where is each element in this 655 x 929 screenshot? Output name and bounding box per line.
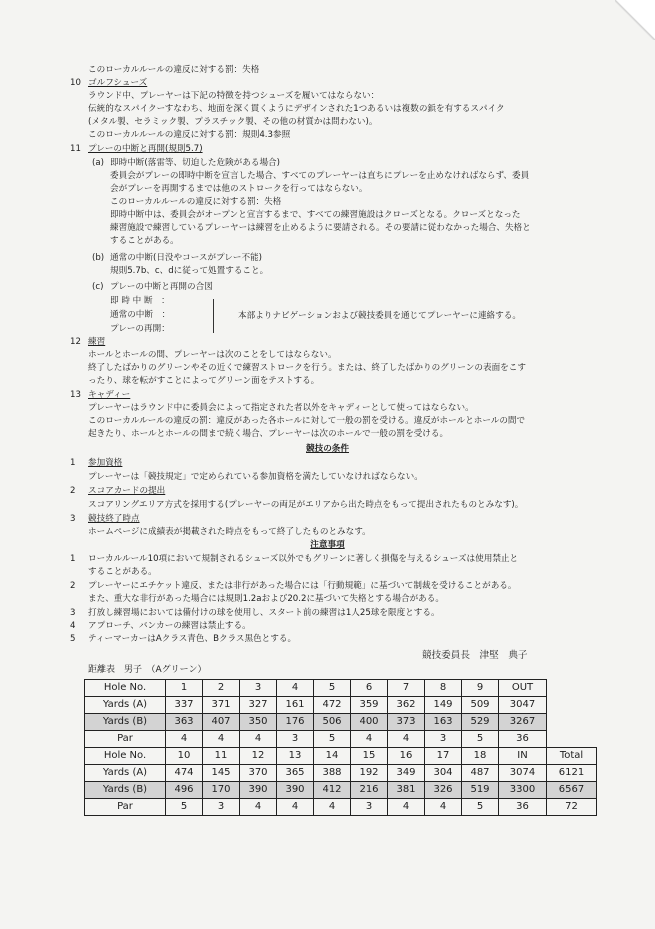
table-cell: 13 [277,748,314,765]
table-cell: 472 [314,697,351,714]
table-cell: 3074 [499,765,547,782]
table-cell: 4 [388,799,425,816]
table-cell: 17 [425,748,462,765]
table-cell: OUT [499,680,547,697]
table-cell: 7 [388,680,425,697]
note-text: プレーヤーにエチケット違反、または非行があった場合には「行動規範」に基づいて制裁を受けることがある。 [88,581,517,591]
body-text: 起きたり、ホールとホールの間まで続く場合、プレーヤーは次のホールで一般の罰を受ける。 [88,429,449,439]
sub-label: (c) [92,282,104,292]
table-cell: 327 [240,697,277,714]
note-number: 5 [70,634,76,644]
table-cell: 163 [425,714,462,731]
table-cell: 362 [388,697,425,714]
table-cell: 6567 [547,782,597,799]
table-cell: 4 [314,799,351,816]
table-cell: 4 [351,731,388,748]
table-cell: 5 [166,799,203,816]
section-number: 1 [70,458,76,468]
signal-note: 本部よりナビゲーションおよび競技委員を通じてプレーヤーに連絡する。 [238,311,521,321]
body-text: プレーヤーはラウンド中に委員会によって指定された者以外をキャディーとして使ってはならない。 [88,403,474,413]
sub-title: プレーの中断と再開の合図 [110,282,213,292]
row-header-cell: Par [85,731,166,748]
body-text: 終了したばかりのグリーンやその近くで練習ストロークを行う。または、終了したばかりのグリーンの表面をこす [88,363,526,373]
table-cell: 390 [240,782,277,799]
table-cell: 176 [277,714,314,731]
table-cell: 337 [166,697,203,714]
page-corner-fold [615,0,655,40]
table-cell: 474 [166,765,203,782]
body-text: することがある。 [110,236,179,246]
table-cell: 4 [277,680,314,697]
sub-title: 通常の中断(日没やコースがプレー不能) [110,253,263,263]
table-cell: 407 [203,714,240,731]
section-title: プレーの中断と再開(規則5.7) [88,144,203,154]
sub-title: 即時中断(落雷等、切迫した危険がある場合) [110,158,280,168]
section-title: スコアカードの提出 [88,486,166,496]
row-header-cell: Yards (A) [85,765,166,782]
table-cell: 412 [314,782,351,799]
table-cell: 509 [462,697,499,714]
table-cell: 14 [314,748,351,765]
penalty-note: このローカルルールの違反に対する罰：失格 [88,65,260,75]
note-number: 4 [70,621,76,631]
body-text: ラウンド中、プレーヤーは下記の特徴を持つシューズを履いてはならない： [88,91,380,101]
table-row [85,748,597,765]
penalty-note: このローカルルールの違反に対する罰：規則4.3参照 [88,130,291,140]
table-cell: 10 [166,748,203,765]
table-cell: 4 [166,731,203,748]
section-title: キャディー [88,390,131,400]
table-cell: Total [547,748,597,765]
table-cell: 15 [351,748,388,765]
body-text: ホームページに成績表が掲載された時点をもって終了したものとみなす。 [88,527,371,537]
row-header-cell: Par [85,799,166,816]
table-cell: 359 [351,697,388,714]
body-text: (メタル製、セラミック製、プラスチック製、その他の材質かは問わない)。 [88,117,378,127]
table-cell: 381 [388,782,425,799]
table-cell: 350 [240,714,277,731]
table-cell: 170 [203,782,240,799]
table-cell: 371 [203,697,240,714]
table-row [85,799,597,816]
table-cell: 5 [462,799,499,816]
table-row [85,680,547,697]
signal-item: 即 時 中 断 ： [110,296,170,306]
table-cell: 6121 [547,765,597,782]
body-text: 委員会がプレーの即時中断を宣言した場合、すべてのプレーヤーは直ちにプレーを止めなければならず、委員 [110,171,530,181]
body-text: ったり、球を転がすことによってグリーン面をテストする。 [88,376,320,386]
table-cell: 373 [388,714,425,731]
note-text: 打放し練習場においては備付けの球を使用し、スタート前の練習は1人25球を限度とする。 [88,608,440,618]
table-row [85,731,547,748]
table-cell: 8 [425,680,462,697]
table-cell: 388 [314,765,351,782]
table-cell: 11 [203,748,240,765]
table-row [85,765,597,782]
body-text: プレーヤーは「競技規定」で定められている参加資格を満たしていなければならない。 [88,472,423,482]
table-cell: 5 [462,731,499,748]
table-cell: 4 [277,799,314,816]
table-cell: 4 [203,731,240,748]
table-cell: 363 [166,714,203,731]
table-cell: 145 [203,765,240,782]
table-cell: 5 [314,680,351,697]
body-text: ホールとホールの間、プレーヤーは次のことをしてはならない。 [88,350,337,360]
table-cell: 506 [314,714,351,731]
table-row [85,697,547,714]
table-cell: 36 [499,799,547,816]
table-cell: 400 [351,714,388,731]
section-title: 競技終了時点 [88,514,140,524]
table-cell: 3 [240,680,277,697]
note-text: ティーマーカーはAクラス青色、Bクラス黒色とする。 [88,634,297,644]
section-number: 10 [70,78,81,88]
table-cell: 18 [462,748,499,765]
table-cell: 216 [351,782,388,799]
table-cell: 192 [351,765,388,782]
signal-brace [207,299,214,333]
table-cell: 3 [351,799,388,816]
table-cell: 12 [240,748,277,765]
note-number: 2 [70,581,76,591]
note-number: 3 [70,608,76,618]
section-number: 11 [70,144,81,154]
row-header-cell: Yards (B) [85,782,166,799]
note-number: 1 [70,554,76,564]
distance-table-out [84,679,547,748]
table-cell: 4 [425,799,462,816]
table-cell: 529 [462,714,499,731]
table-cell: 487 [462,765,499,782]
table-cell: 161 [277,697,314,714]
table-cell: 5 [314,731,351,748]
table-cell: 4 [240,799,277,816]
table-cell: IN [499,748,547,765]
table-cell: 4 [388,731,425,748]
section-number: 13 [70,390,81,400]
note-text: また、重大な非行があった場合には規則1.2aおよび20.2に基づいて失格とする場合がある。 [88,594,444,604]
table-row [85,714,547,731]
table-cell: 3 [277,731,314,748]
body-text: 伝統的なスパイクーすなわち、地面を深く貫くようにデザインされた1つあるいは複数の鋲を有するスパイク [88,104,505,114]
table-cell: 496 [166,782,203,799]
sub-label: (b) [92,253,105,263]
penalty-note: このローカルルールの違反に対する罰：失格 [110,197,282,207]
body-text: 規則5.7b、c、dに従って処置すること。 [110,266,269,276]
table-caption: 距離表 男子 （Aグリーン） [88,665,207,675]
note-text: ローカルルール10項において規制されるシューズ以外でもグリーンに著しく損傷を与えるシューズは使用禁止と [88,554,519,564]
table-cell: 3 [425,731,462,748]
table-cell: 365 [277,765,314,782]
table-cell: 16 [388,748,425,765]
section-title: ゴルフシューズ [88,78,148,88]
note-text: アプローチ、バンカーの練習は禁止する。 [88,621,251,631]
row-header-cell: Yards (B) [85,714,166,731]
body-text: 即時中断中は、委員会がオープンと宣言するまで、すべての練習施設はクローズとなる。クローズとなった [110,210,521,220]
conditions-heading: 競技の条件 [306,444,349,454]
body-text: 会がプレーを再開するまでは他のストロークを行ってはならない。 [110,184,368,194]
body-text: 練習施設で練習しているプレーヤーは練習を止めるように要請される。その要請に従わなかった場合、失格と [110,223,531,233]
note-text: することがある。 [88,567,157,577]
row-header-cell: Hole No. [85,748,166,765]
table-cell: 349 [388,765,425,782]
notes-heading: 注意事項 [310,540,345,550]
table-cell: 4 [240,731,277,748]
table-cell: 326 [425,782,462,799]
table-cell: 390 [277,782,314,799]
table-cell: 9 [462,680,499,697]
table-cell: 3300 [499,782,547,799]
table-cell: 519 [462,782,499,799]
section-number: 12 [70,337,81,347]
table-cell: 304 [425,765,462,782]
table-cell: 72 [547,799,597,816]
body-text: このローカルルールの違反の罰：違反があった各ホールに対して一般の罰を受ける。違反がホールとホールの間で [88,416,526,426]
section-number: 3 [70,514,76,524]
table-cell: 6 [351,680,388,697]
table-cell: 2 [203,680,240,697]
table-cell: 149 [425,697,462,714]
table-cell: 3047 [499,697,547,714]
section-title: 参加資格 [88,458,123,468]
table-cell: 1 [166,680,203,697]
body-text: スコアリングエリア方式を採用する(プレーヤーの両足がエリアから出た時点をもって提出されたものとみなす)。 [88,500,524,510]
signal-item: プレーの再開： [110,324,170,334]
row-header-cell: Hole No. [85,680,166,697]
table-cell: 3267 [499,714,547,731]
sub-label: (a) [92,158,104,168]
section-number: 2 [70,486,76,496]
distance-table-in [84,747,597,816]
section-title: 練習 [88,337,106,347]
table-cell: 36 [499,731,547,748]
row-header-cell: Yards (A) [85,697,166,714]
signal-item: 通常の中断 ： [110,310,171,320]
table-row [85,782,597,799]
committee-signature: 競技委員長 津堅 典子 [422,650,528,661]
table-cell: 3 [203,799,240,816]
table-cell: 370 [240,765,277,782]
